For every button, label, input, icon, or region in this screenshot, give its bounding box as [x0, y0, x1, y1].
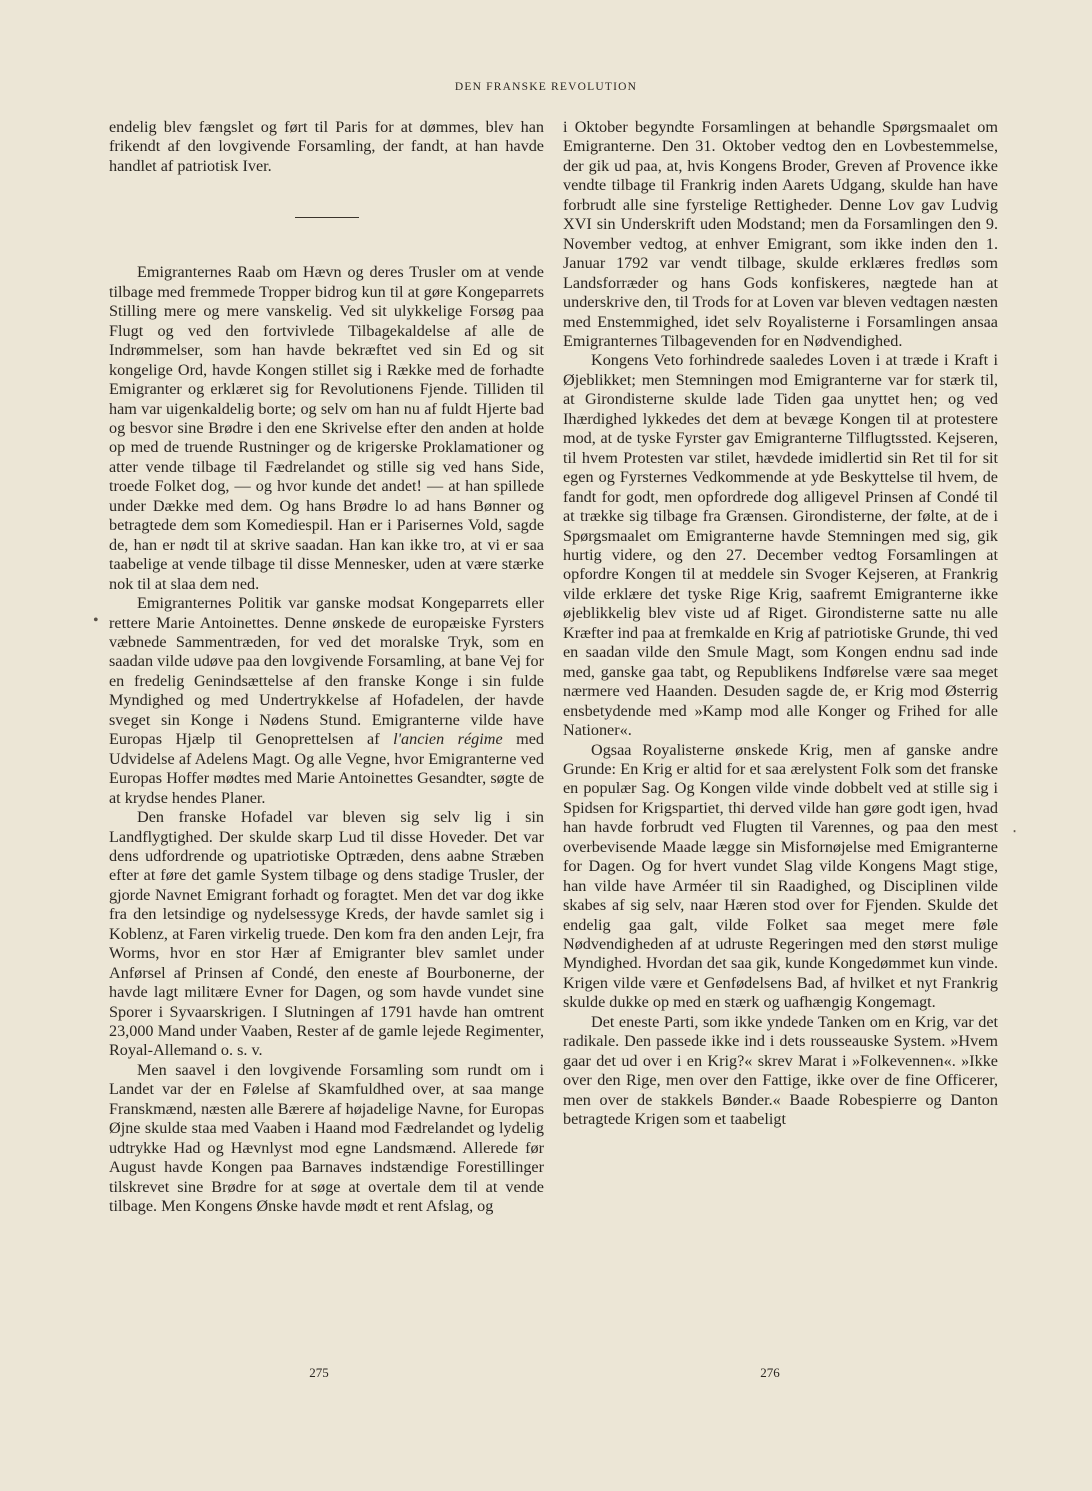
- paragraph: Den franske Hofadel var bleven sig selv lig i sin Landflygtighed. Der skulde skarp Lud til disse Hoveder. Det var dens udfordrende og upatriotiske Optræden, dens aabne Stræben efter at føre det gamle System tilbage og dens stadige Trusler, der gjorde Navnet Emigrant forhadt og foragtet. Men det var dog ikke fra den letsindige og nydelsessyge Kreds, der havde samlet sig i Koblenz, at Faren virkelig truede. Den kom fra den anden Lejr, fra Worms, hvor en stor Hær af Emigranter blev samlet under Anførsel af Prinsen af Condé, den eneste af Bourbonerne, der havde lagt militære Evner for Dagen, og som havde vundet sine Sporer i Syvaarskrigen. I Slutningen af 1791 havde han omtrent 23,000 Mand under Vaaben, Rester af de gamle lejede Regimenter, Royal-Allemand o. s. v.: [109, 808, 544, 1060]
- paragraph: endelig blev fængslet og ført til Paris for at dømmes, blev han frikendt af den lovgivende Forsamling, der fandt, at han havde handlet af patriotisk Iver.: [109, 118, 544, 175]
- paragraph: Det eneste Parti, som ikke yndede Tanken om en Krig, var det radikale. Den passede ikke ind i dets rousseauske System. »Hvem gaar det ud over i en Krig?« skrev Marat i »Folkevennen«. »Ikke over den Rige, men over den Fattige, ikke over de fine Officerer, men over de stakkels Bønder.« Baade Robespierre og Danton betragtede Krigen som et taabeligt: [563, 1012, 998, 1129]
- scan-speck: ‧: [1012, 824, 1018, 841]
- paragraph: Emigranternes Raab om Hævn og deres Trusler om at vende tilbage med fremmede Tropper bidrog kun til at gøre Kongeparrets Stilling mere og mere vanskelig. Ved sit ulykkelige Forsøg paa Flugt og ved den fortvivlede Tilbagekaldelse af alle de Indrømmelser, som han havde bekræftet ved sin Ed og sit kongelige Ord, havde Kongen stillet sig i Række med de forhadte Emigranter og erklæret sig for Revolutionens Fjende. Tilliden til ham var uigenkaldelig borte; og selv om han nu af fuldt Hjerte bad og besvor sine Brødre i den ene Skrivelse efter den anden at holde op med de truende Rustninger og de krigerske Proklamationer og atter vende tilbage til Fædrelandet og stille sig ved hans Side, troede Folket dog, — og hvor kunde det andet! — at han spillede under Dække med dem. Og hans Brødre lo ad hans Bønner og betragtede dem som Komediespil. Han er i Parisernes Vold, sagde de, han er nødt til at skrive saadan. Han kan ikke tro, at vi er saa taabelige at vende tilbage til disse Mennesker, uden at være stærke nok til at slaa dem ned.: [109, 263, 544, 593]
- running-head: DEN FRANSKE REVOLUTION: [454, 81, 638, 93]
- paragraph: Men saavel i den lovgivende Forsamling som rundt om i Landet var der en Følelse af Skamfuldhed over, at saa mange Franskmænd, næsten alle Bærere af højadelige Navne, for Europas Øjne skulde staa med Vaaben i Haand mod Fædrelandet og lydelig udtrykke Had og Hævnlyst mod egne Landsmænd. Allerede før August havde Kongen paa Barnaves indstændige Forestillinger tilskrevet sine Brødre for at søge at overtale dem til at vende tilbage. Men Kongens Ønske havde mødt et rent Afslag, og: [109, 1060, 544, 1216]
- page-number-left: 275: [309, 1365, 329, 1380]
- section-divider: [295, 217, 359, 218]
- paragraph: i Oktober begyndte Forsamlingen at behandle Spørgsmaalet om Emigranterne. Den 31. Oktober vedtog den en Lovbestemmelse, der gik ud paa, at, hvis Kongens Broder, Greven af Provence ikke vendte tilbage til Frankrig inden Aarets Udgang, skulde han have forbrudt alle sine fyrstelige Rettigheder. Denne Lov gav Ludvig XVI sin Underskrift uden Modstand; men da Forsamlingen den 9. November vedtog, at enhver Emigrant, som ikke inden den 1. Januar 1792 var vendt tilbage, skulde erklæres fredløs som Landsforræder og hans Gods konfiskeres, nægtede han at underskrive den, til Trods for at Loven var bleven vedtagen næsten med Enstemmighed, idet selv Royalisterne i Forsamlingen ansaa Emigranternes Tilbagevenden for en Nødvendighed.: [563, 118, 998, 350]
- paragraph: [109, 594, 544, 808]
- paragraph-text: med Udvidelse af Adelens Magt. Og alle Vegne, hvor Emigranterne ved Europas Hoffer mødtes med Marie Antoinettes Gesandter, søgte de at krydse hendes Planer.: [109, 730, 544, 807]
- page-number-right: 276: [760, 1365, 780, 1380]
- paragraph: Ogsaa Royalisterne ønskede Krig, men af ganske andre Grunde: En Krig er altid for et saa ærelystent Folk som det franske en populær Sag. Og Kongen vilde vinde dobbelt ved at stille sig i Spidsen for Krigspartiet, thi derved vilde han gøre godt igen, hvad han havde forbrudt ved Flugten til Varennes, og paa den mest overbevisende Maade lægge sin Misfornøjelse med Emigranterne for Dagen. Og for hvert vundet Slag vilde Kongens Magt stige, han vilde have Arméer til sin Raadighed, og Disciplinen vilde skabes af sig selv, naar Hæren stod over for Fjenden. Skulde det endelig gaa galt, vilde Folket saa meget mere føle Nødvendigheden af at udruste Regeringen med den størst mulige Myndighed. Hvordan det saa gik, kunde Kongedømmet kun vinde. Krigen vilde være et Genfødelsens Bad, af hvilket et nyt Frankrig skulde dukke op med en stærk og uafhængig Kongemagt.: [563, 740, 998, 1012]
- left-column: [109, 118, 544, 1217]
- paragraph: Kongens Veto forhindrede saaledes Loven i at træde i Kraft i Øjeblikket; men Stemningen mod Emigranterne var for stærk til, at Girondisterne skulde lade Tiden gaa unyttet hen; og ved Ihærdighed lykkedes det dem at bevæge Kongen til at protestere mod, at de tyske Fyrster gav Emigranterne Tilflugtssted. Kejseren, til hvem Protesten var stilet, hævdede imidlertid sin Ret til for sit egen og Fyrsternes Vedkommende at yde Beskyttelse til hvem, de fandt for godt, men opfordrede dog alligevel Prinsen af Condé til at trække sig tilbage fra Grænsen. Girondisterne, der følte, at de i Spørgsmaalet om Emigranterne havde Stemningen med sig, gik hurtig videre, og den 27. December vedtog Forsamlingen at opfordre Kongen til at meddele sin Svoger Kejseren, at Frankrig vilde erklære det tyske Rige Krig, saafremt Emigranterne ikke øjeblikkelig blev viste ud af Riget. Girondisterne satte nu alle Kræfter ind paa at fremkalde en Krig af patriotiske Grunde, thi ved en saadan vilde den Smule Magt, som Kongen endnu sad inde med, ganske gaa tabt, og Republikens Indførelse være saa meget nærmere ved Haanden. Desuden sagde de, er Krig mod Østerrig ensbetydende med »Kamp mod alle Konger og Frihed for alle Nationer«.: [563, 351, 998, 740]
- right-column: [563, 118, 998, 1130]
- italic-phrase: l'ancien régime: [393, 730, 503, 749]
- scan-speck: •: [93, 612, 99, 629]
- paragraph-text: Emigranternes Politik var ganske modsat Kongeparrets eller rettere Marie Antoinettes. Denne ønskede de europæiske Fyrsters væbnede Sammentræden, for ved det moralske Tryk, som en saadan vilde udøve paa den lovgivende Forsamling, at bane Vej for en fredelig Genindsættelse af den franske Konge i sin fulde Myndighed og med Undertrykkelse af Hofadelen, der havde sveget sin Konge i Nødens Stund. Emigranterne vilde have Europas Hjælp til Genoprettelsen af: [109, 594, 544, 749]
